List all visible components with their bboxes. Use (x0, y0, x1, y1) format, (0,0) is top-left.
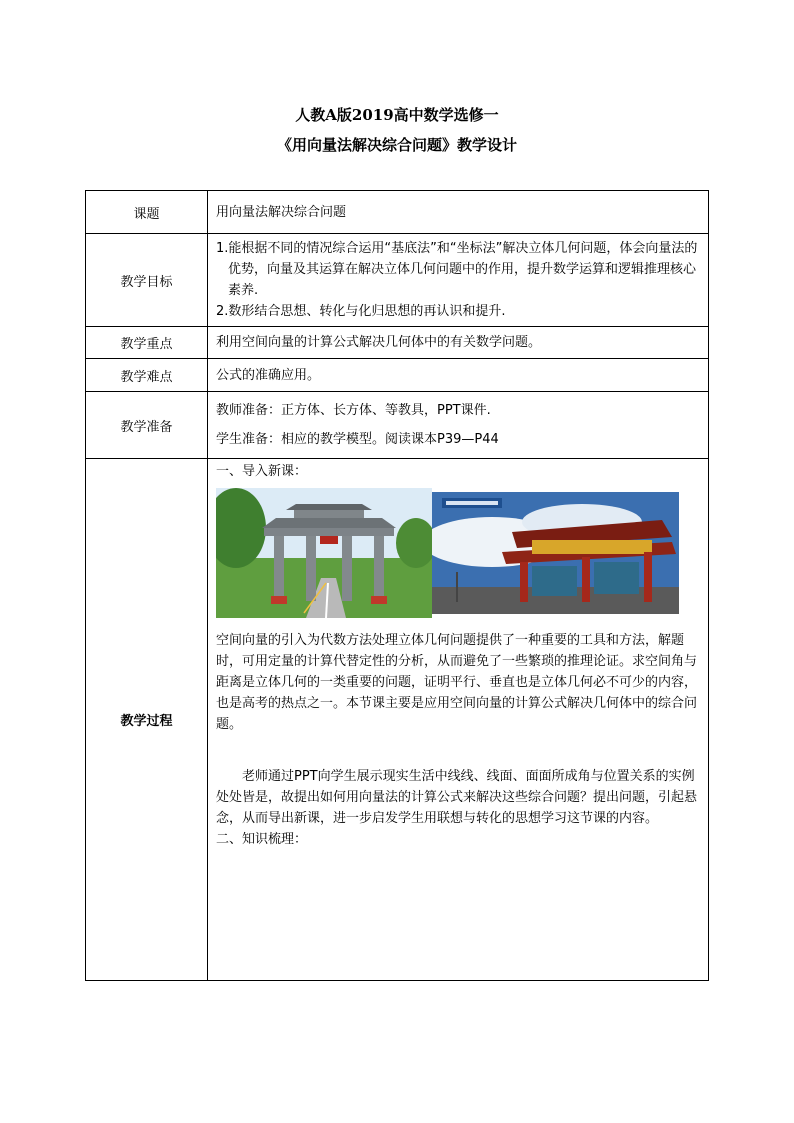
section-heading-intro: 一、导入新课： (216, 464, 308, 479)
goal-item-2: 2.数形结合思想、转化与化归思想的再认识和提升. (216, 304, 506, 319)
table-row (86, 392, 709, 459)
intro-paragraph: 空间向量的引入为代数方法处理立体几何问题提供了一种重要的工具和方法，解题时，可用定量的计算代替定性的分析，从而避免了一些繁琐的推理论证。求空间角与距离是立体几何的一类重要的问题，证明平行、垂直也是立体几何必不可少的内容，也是高考的热点之一。本节课主要是应用空间向量的计算公式解决几何体中的综合问题。 (216, 633, 698, 732)
goals-label: 教学目标 (86, 234, 208, 327)
goal-item-1: 1.能根据不同的情况综合运用“基底法”和“坐标法”解决立体几何问题，体会向量法的优势，向量及其运算在解决立体几何问题中的作用，提升数学运算和逻辑推理核心素养. (216, 241, 698, 298)
topic-label: 课题 (86, 191, 208, 234)
process-value (208, 459, 709, 981)
difficulty-value: 公式的准确应用。 (208, 359, 709, 392)
process-label: 教学过程 (86, 459, 208, 981)
goals-value (208, 234, 709, 327)
key-point-label: 教学重点 (86, 327, 208, 359)
document-title: 人教A版2019高中数学选修一 (295, 106, 499, 124)
topic-value: 用向量法解决综合问题 (208, 191, 709, 234)
table-row (86, 359, 709, 392)
teacher-preparation: 教师准备：正方体、长方体、等教具，PPT课件. (216, 403, 491, 418)
difficulty-label: 教学难点 (86, 359, 208, 392)
preparation-label: 教学准备 (86, 392, 208, 459)
table-row (86, 191, 709, 234)
key-point-value: 利用空间向量的计算公式解决几何体中的有关数学问题。 (208, 327, 709, 359)
table-row (86, 459, 709, 981)
intro-images (216, 488, 701, 622)
teacher-activity-paragraph: 老师通过PPT向学生展示现实生活中线线、线面、面面所成角与位置关系的实例处处皆是，故提出如何用向量法的计算公式来解决这些综合问题？提出问题，引起悬念，从而导出新课，进一步启发学生用联想与转化的思想学习这节课的内容。 (216, 769, 698, 826)
preparation-value (208, 392, 709, 459)
table-row (86, 327, 709, 359)
table-row (86, 234, 709, 327)
document-subtitle: 《用向量法解决综合问题》教学设计 (276, 136, 517, 154)
section-heading-review: 二、知识梳理： (216, 832, 308, 847)
lesson-plan-table (85, 190, 709, 981)
student-preparation: 学生准备：相应的教学模型。阅读课本P39—P44 (216, 432, 499, 447)
blank-line (216, 735, 701, 766)
paifang-painted-arch-image (432, 492, 679, 614)
paifang-stone-arch-image (216, 488, 432, 618)
